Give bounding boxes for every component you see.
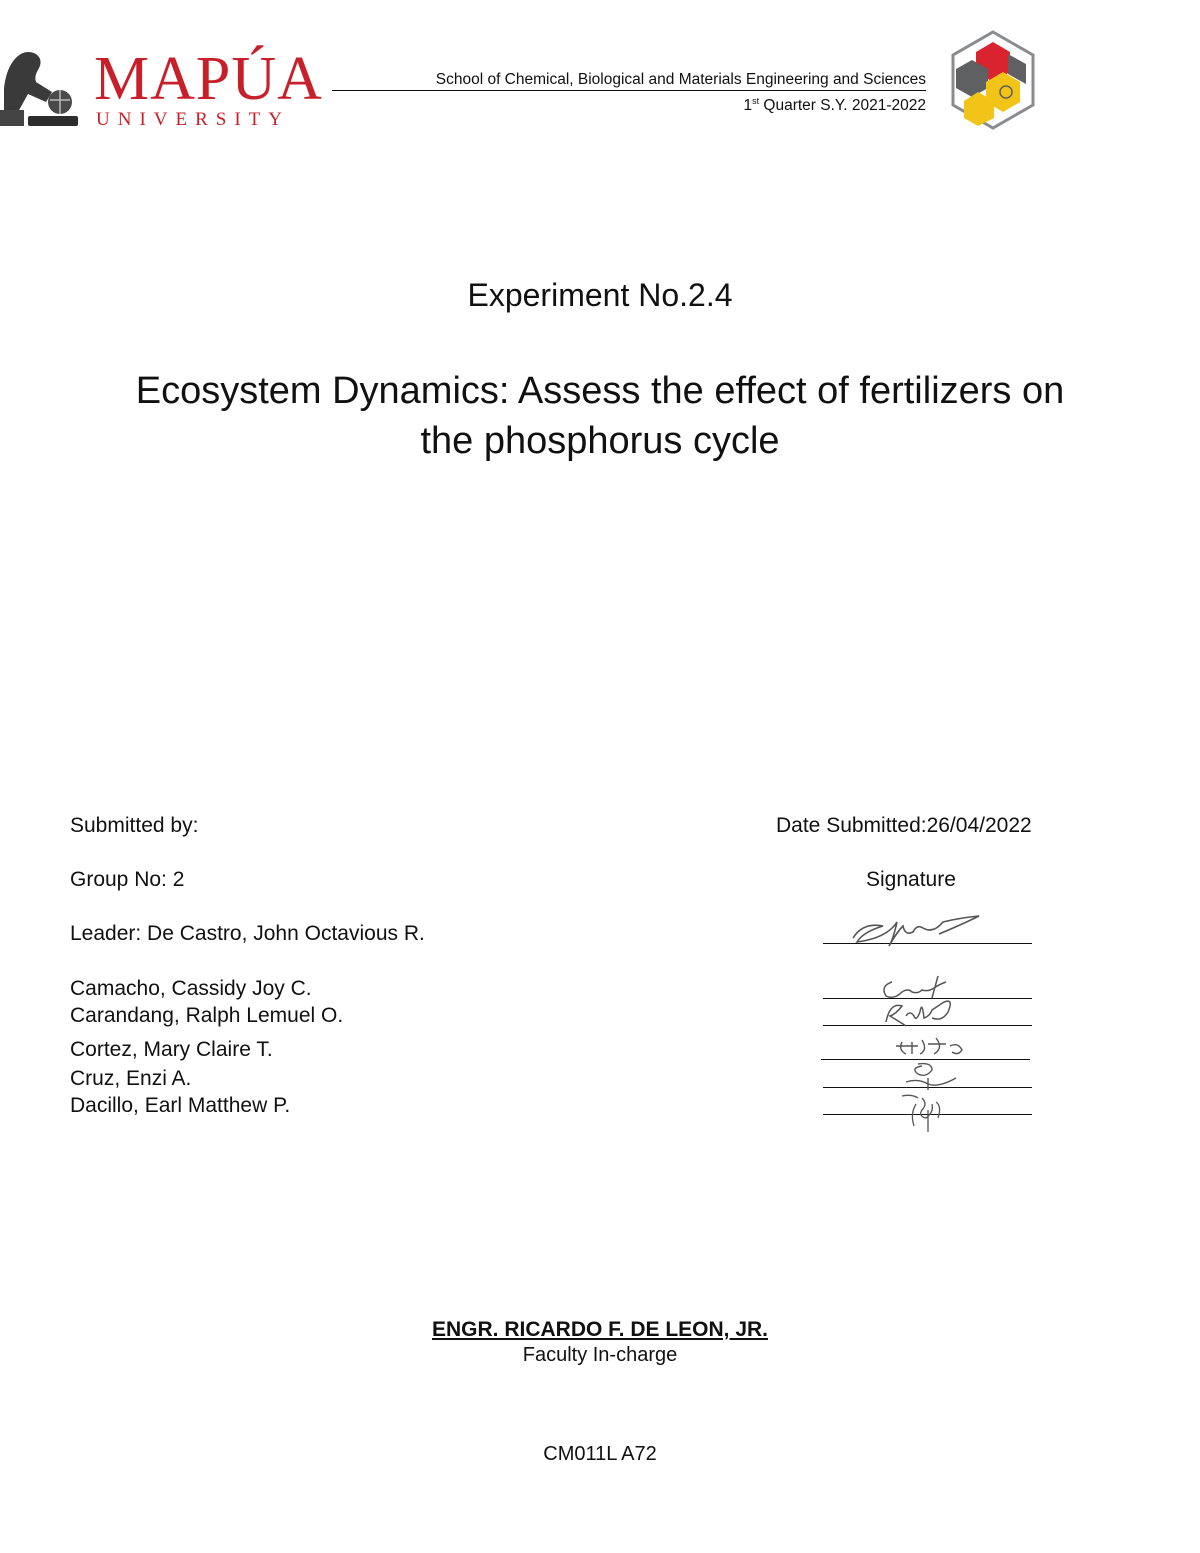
signature-member <box>892 1034 972 1060</box>
experiment-title-line-1: Ecosystem Dynamics: Assess the effect of fertilizers on <box>135 370 1065 412</box>
signature-member <box>898 1060 968 1092</box>
member-name: Cruz, Enzi A. <box>70 1067 192 1090</box>
school-year <box>332 92 926 115</box>
group-number: Group No: 2 <box>70 868 185 891</box>
quarter-number: 1 <box>743 97 753 115</box>
university-logo <box>94 45 324 133</box>
quarter-rest: Quarter S.Y. 2021-2022 <box>759 97 926 115</box>
logo-wordmark: MAPÚA <box>94 45 323 113</box>
member-name: Camacho, Cassidy Joy C. <box>70 977 312 1000</box>
faculty-name <box>0 1317 1200 1343</box>
quarter-ordinal: st <box>752 96 760 106</box>
logo-subtitle: UNIVERSITY <box>96 109 290 130</box>
date-submitted: Date Submitted:26/04/2022 <box>776 814 1032 837</box>
experiment-title-line-2: the phosphorus cycle <box>420 420 780 462</box>
university-emblem-icon <box>0 40 90 135</box>
signature-member <box>880 998 970 1032</box>
faculty-role: Faculty In-charge <box>522 1344 678 1366</box>
signature-header: Signature <box>866 868 956 891</box>
course-code: CM011L A72 <box>543 1443 657 1465</box>
department-hexagon-logo-icon <box>948 30 1038 130</box>
signature-leader <box>845 912 995 952</box>
school-name: School of Chemical, Biological and Materials Engineering and Sciences <box>332 71 926 91</box>
member-name: Cortez, Mary Claire T. <box>70 1038 273 1061</box>
submitted-by-label: Submitted by: <box>70 814 199 837</box>
signature-member <box>898 1090 958 1138</box>
group-leader: Leader: De Castro, John Octavious R. <box>70 922 425 945</box>
member-name: Carandang, Ralph Lemuel O. <box>70 1004 344 1027</box>
experiment-title <box>40 366 1160 466</box>
faculty-name-text: ENGR. RICARDO F. DE LEON, JR. <box>431 1318 769 1341</box>
experiment-number: Experiment No.2.4 <box>467 277 733 313</box>
member-name: Dacillo, Earl Matthew P. <box>70 1094 291 1117</box>
